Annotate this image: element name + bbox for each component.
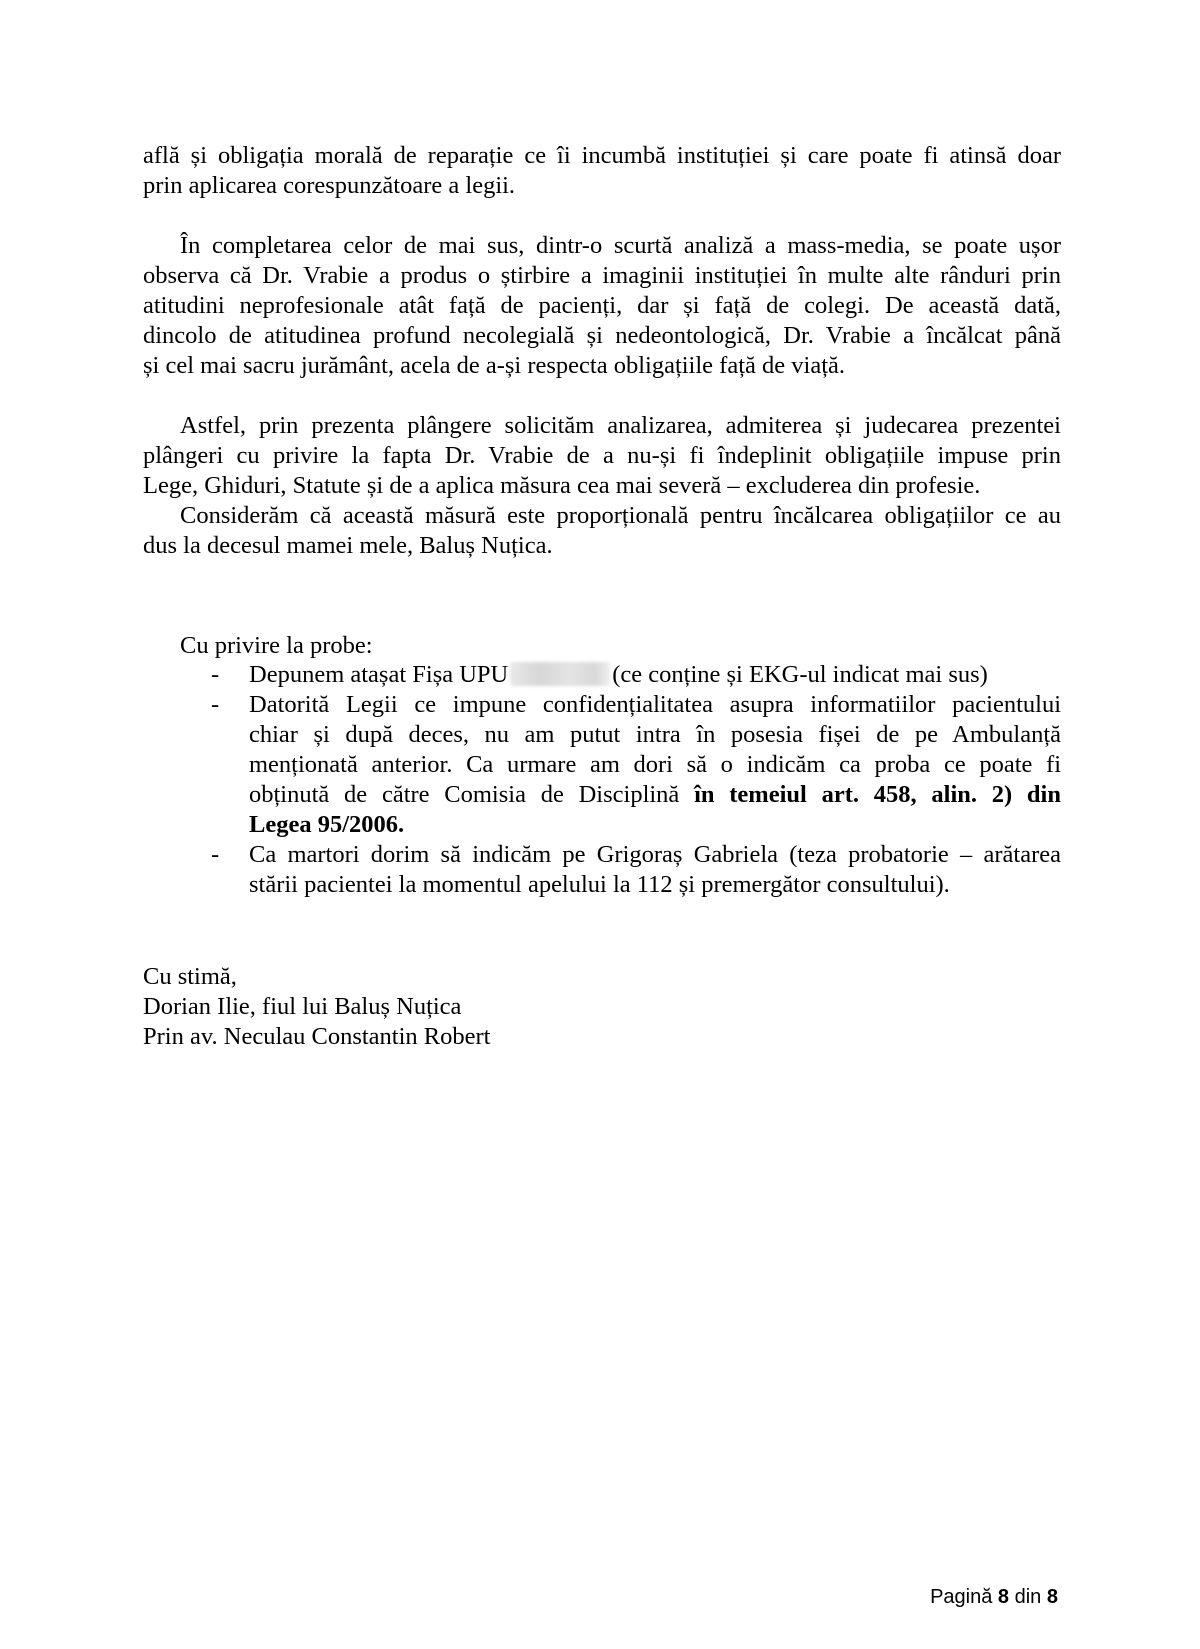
- evidence-item-text: (ce conține și EKG-ul indicat mai sus): [612, 661, 988, 688]
- text-line: În completarea celor de mai sus, dintr-o scurtă analiză a mass-media, se poate ușor: [180, 232, 1061, 259]
- text-line: află și obligația morală de reparație ce îi incumbă instituției și care poate fi atinsă doar: [143, 142, 1061, 169]
- text-line: chiar și după deces, nu am putut intra în posesia fișei de pe Ambulanță: [249, 721, 1061, 748]
- lawyer-line: Prin av. Neculau Constantin Robert: [143, 1023, 491, 1050]
- page-total: 8: [1046, 1586, 1058, 1608]
- text-line: dincolo de atitudinea profund necolegială și nedeontologică, Dr. Vrabie a încălcat până: [143, 322, 1061, 349]
- text-line: menționată anterior. Ca urmare am dori să o indicăm ca proba ce poate fi: [249, 751, 1061, 778]
- text-line: observa că Dr. Vrabie a produs o știrbire a imaginii instituției în multe alte rânduri prin: [143, 262, 1061, 289]
- text-line: Datorită Legii ce impune confidențialitatea asupra informatiilor pacientului: [249, 691, 1061, 718]
- text-line: dus la decesul mamei mele, Baluș Nuțica.: [143, 532, 553, 559]
- evidence-item-witness: [211, 840, 1061, 900]
- closing-line: Cu stimă,: [143, 963, 237, 990]
- redacted-number: [510, 662, 610, 686]
- list-dash: -: [211, 661, 220, 688]
- legal-reference: Legea 95/2006.: [249, 811, 405, 838]
- text-line: plângeri cu privire la fapta Dr. Vrabie de a nu-și fi îndeplinit obligațiile impuse prin: [143, 442, 1061, 469]
- text-line: și cel mai sacru jurământ, acela de a-și respecta obligațiile față de viață.: [143, 352, 845, 379]
- evidence-item-ambulance: [211, 690, 1061, 840]
- paragraph-proportionality: [143, 501, 1061, 561]
- text-line: stării pacientei la momentul apelului la 112 și premergător consultului).: [249, 871, 950, 898]
- paragraph-request: [143, 411, 1061, 501]
- signatory-name: Dorian Ilie, fiul lui Baluș Nuțica: [143, 993, 462, 1020]
- text-line: atitudini neprofesionale atât față de pacienți, dar și față de colegi. De această dată,: [143, 292, 1061, 319]
- evidence-item-text: Depunem atașat Fișa UPU: [249, 661, 509, 688]
- text-span: obținută de către Comisia de Disciplină: [249, 781, 695, 808]
- text-line: Considerăm că această măsură este proporțională pentru încălcarea obligațiilor ce au: [180, 502, 1061, 529]
- text-line: Ca martori dorim să indicăm pe Grigoraș Gabriela (teza probatorie – arătarea: [249, 841, 1061, 868]
- list-dash: -: [211, 841, 220, 868]
- page-current: 8: [997, 1586, 1010, 1608]
- page-label: Pagină: [930, 1586, 993, 1608]
- text-line: Lege, Ghiduri, Statute și de a aplica măsura cea mai severă – excluderea din profesie.: [143, 472, 981, 499]
- text-line: prin aplicarea corespunzătoare a legii.: [143, 172, 516, 199]
- signature-block: [143, 962, 490, 1052]
- evidence-heading: Cu privire la probe:: [180, 632, 373, 659]
- page-footer: [930, 1585, 1058, 1609]
- list-dash: -: [211, 691, 220, 718]
- text-line: [249, 780, 1061, 810]
- evidence-list: [211, 660, 1061, 900]
- evidence-item-upu: [211, 660, 1061, 690]
- text-line: Astfel, prin prezenta plângere solicităm analizarea, admiterea și judecarea prezentei: [180, 412, 1061, 439]
- legal-reference: în temeiul art. 458, alin. 2) din: [694, 781, 1061, 808]
- paragraph-continuation: [143, 141, 1061, 201]
- paragraph-media-analysis: [143, 231, 1061, 381]
- page-sep: din: [1014, 1586, 1042, 1608]
